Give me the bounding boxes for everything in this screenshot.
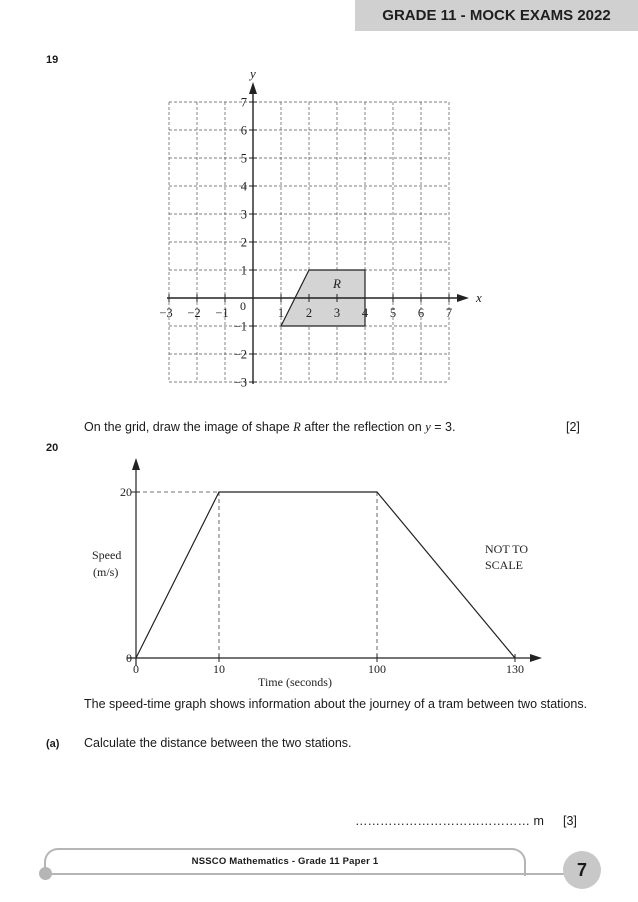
y-tick-label: 2 [240,235,247,250]
x-tick-label: 2 [305,306,313,320]
answer-line[interactable]: …………………………………… m [355,814,544,828]
x-axis-label: x [476,290,482,305]
axes [167,82,469,384]
chart-guide-lines [136,492,377,658]
chart-y-tick-label: 20 [120,485,132,499]
speed-time-graph [85,450,550,695]
chart-x-tick-label: 130 [506,662,524,676]
exam-header: GRADE 11 - MOCK EXAMS 2022 [355,0,638,31]
answer-marks: [3] [563,814,577,828]
shape-r-label: R [333,276,341,292]
y-tick-label: 3 [240,207,247,222]
y-tick-label: 6 [240,123,247,138]
chart-axes [127,458,542,666]
y-axis-arrow-icon [249,82,257,94]
not-to-scale-line2: SCALE [485,558,524,572]
speed-series-line [136,492,515,658]
question-20-description: The speed-time graph shows information about the journey of a tram between two stations. [84,697,588,711]
x-tick-label: 1 [277,306,285,320]
y-tick-label: −3 [233,375,247,390]
part-a-question: Calculate the distance between the two stations. [84,736,352,750]
x-tick-label: 5 [389,306,397,320]
y-tick-label: −2 [233,347,247,362]
origin-label: 0 [240,299,246,313]
footer-rule [47,873,567,875]
part-a-label: (a) [46,738,60,750]
x-tick-label: 4 [361,306,369,320]
footer-bullet-icon [39,867,52,880]
chart-y-tick-label: 0 [126,651,132,665]
y-axis-label: y [250,66,256,81]
grid-lines [169,102,449,382]
x-tick-label: 3 [333,306,341,320]
page-number: 7 [563,851,601,889]
chart-x-arrow-icon [530,654,542,662]
x-tick-label: 6 [417,306,425,320]
coordinate-grid [140,62,490,397]
chart-x-tick-label: 100 [368,662,386,676]
question-number-20: 20 [46,442,59,454]
chart-y-axis-label-line1: Speed [92,548,122,562]
x-axis-arrow-icon [457,294,469,302]
x-tick-label: −1 [215,306,229,320]
chart-y-tick-labels [120,485,140,665]
y-tick-label: 7 [240,95,247,110]
y-tick-label: 5 [240,151,247,166]
chart-x-tick-label: 10 [213,662,225,676]
chart-x-tick-label: 0 [133,662,139,676]
y-tick-label: −1 [233,319,247,334]
chart-x-axis-label: Time (seconds) [258,675,332,689]
footer-paper-title: NSSCO Mathematics - Grade 11 Paper 1 [191,856,379,867]
not-to-scale-line1: NOT TO [485,542,529,556]
question-19-marks: [2] [566,420,580,434]
chart-y-axis-label-line2: (m/s) [93,565,119,579]
y-tick-label: 4 [240,179,247,194]
x-tick-label: −2 [187,306,201,320]
chart-y-arrow-icon [132,458,140,470]
y-tick-label: 1 [240,263,247,278]
x-tick-label: 7 [445,306,453,320]
question-number-19: 19 [46,54,59,66]
question-19-instruction: On the grid, draw the image of shape R after the reflection on y = 3. [84,420,456,434]
x-tick-label: −3 [159,306,173,320]
chart-x-tick-labels [133,654,524,676]
